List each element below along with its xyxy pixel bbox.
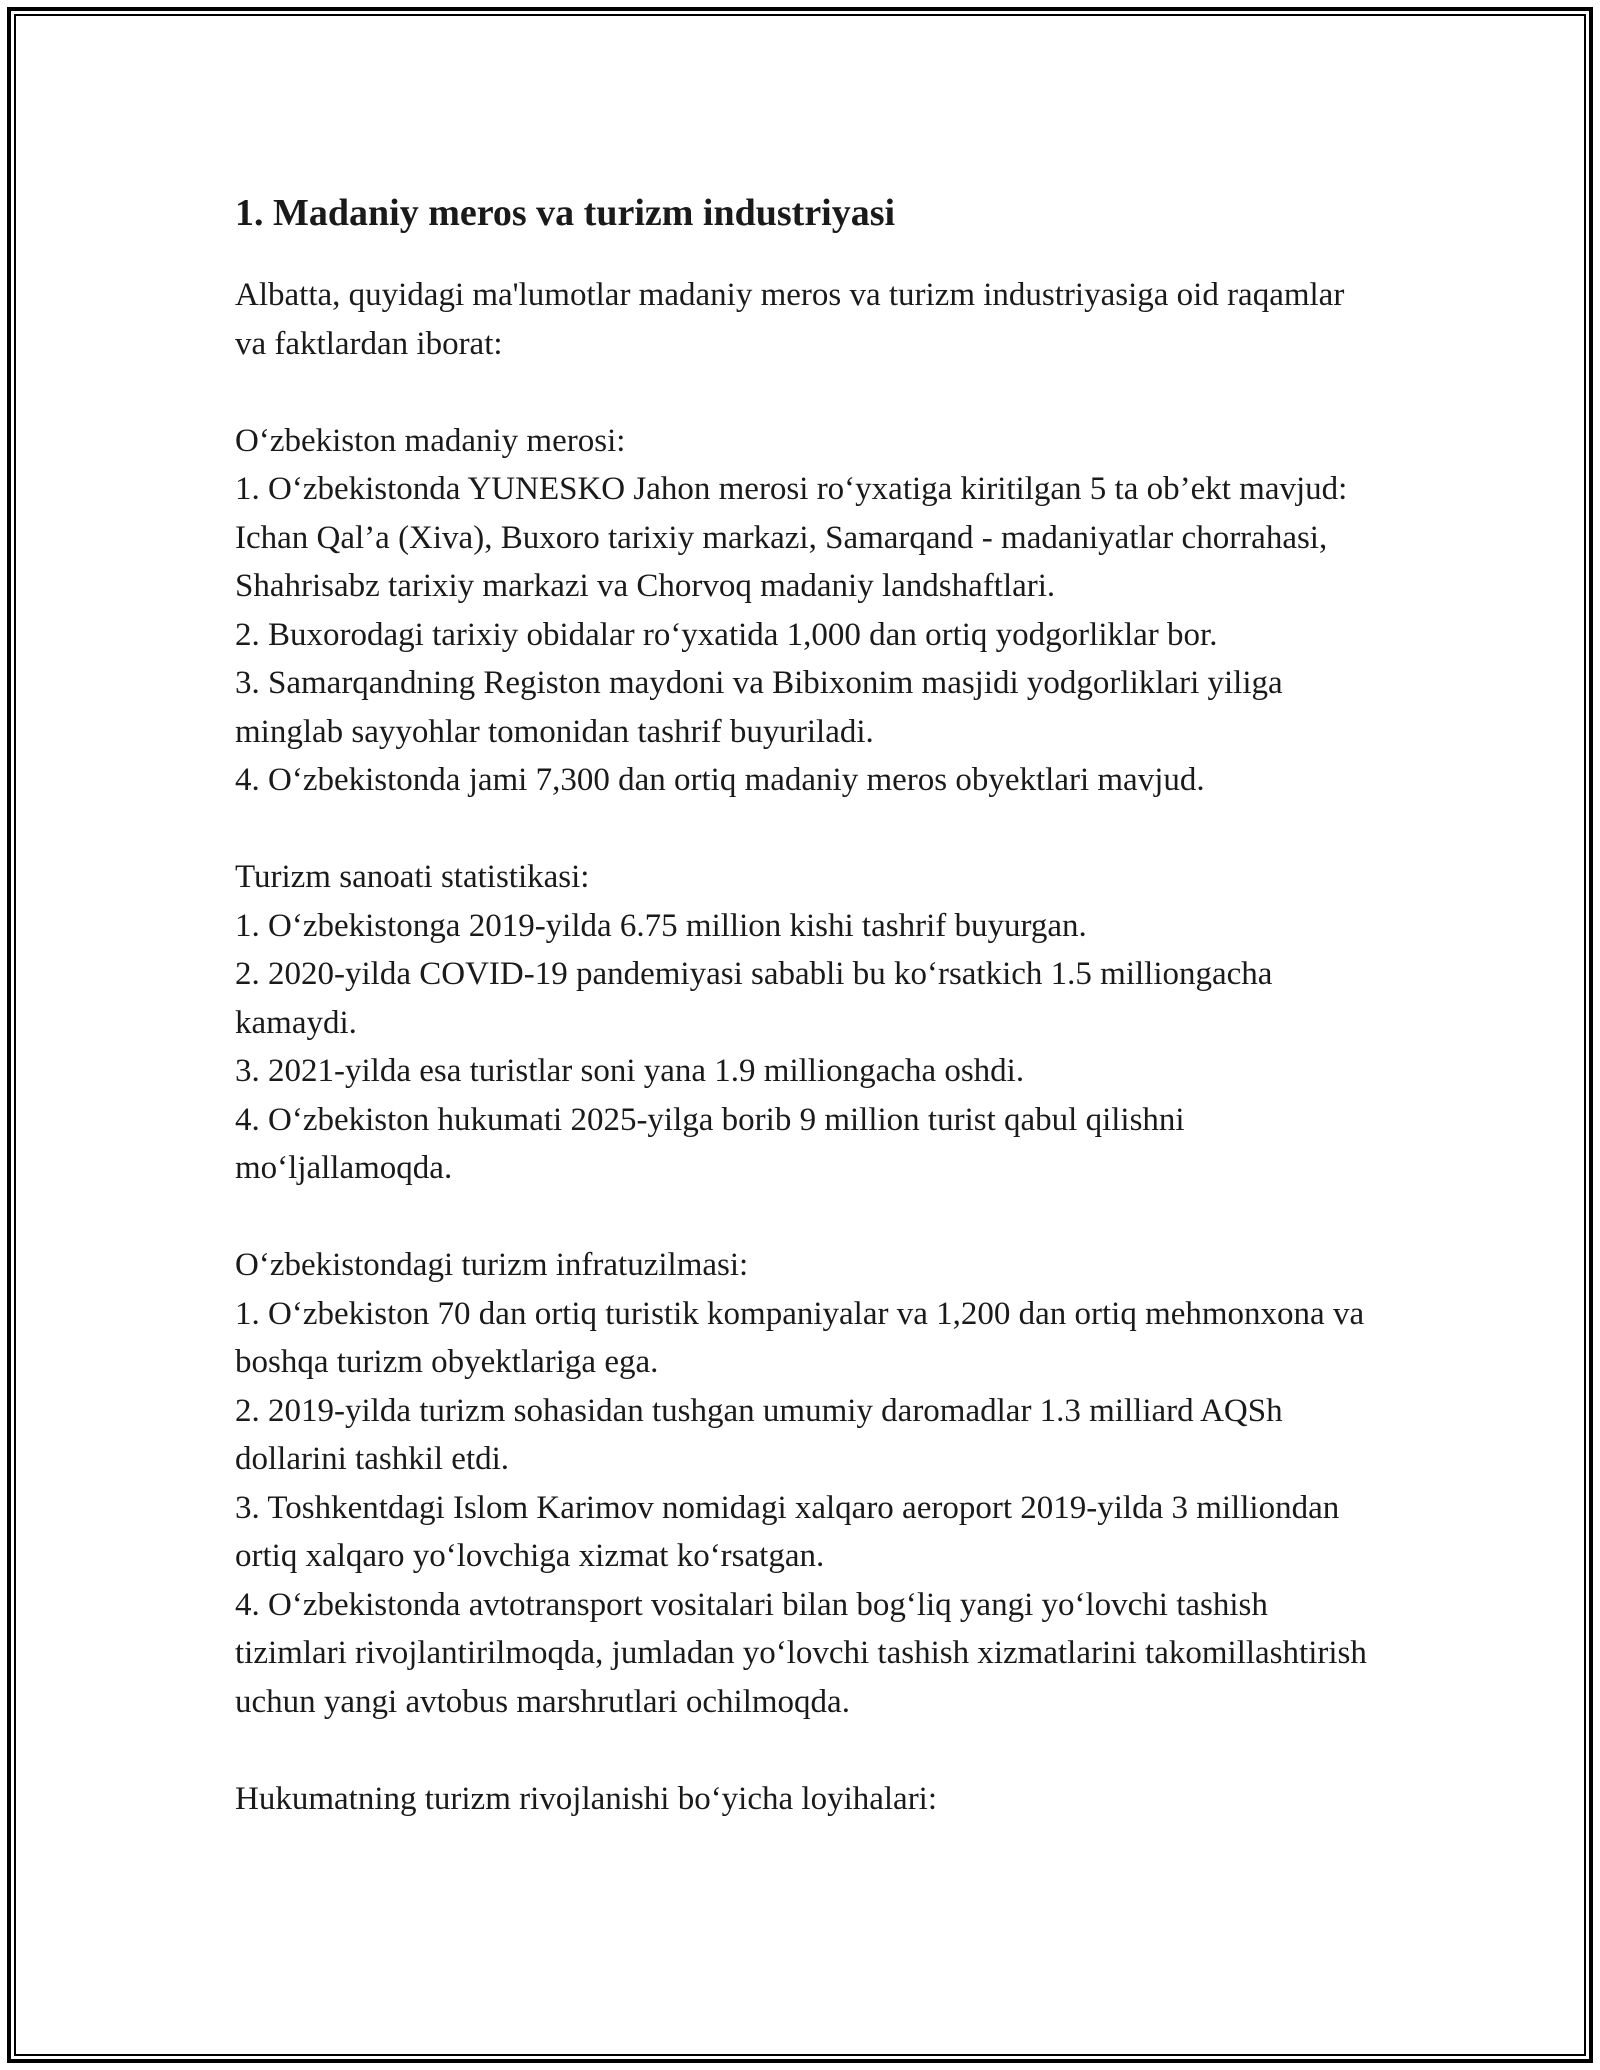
list-item: 3. Toshkentdagi Islom Karimov nomidagi xalqaro aeroport 2019-yilda 3 milliondan ortiq xalqaro yo‘lovchiga xizmat ko‘rsatgan.: [235, 1489, 1340, 1574]
list-item: 1. O‘zbekiston 70 dan ortiq turistik kompaniyalar va 1,200 dan ortiq mehmonxona va boshqa turizm obyektlariga ega.: [235, 1295, 1365, 1380]
section-government-projects: [235, 1775, 1375, 1824]
intro-paragraph: Albatta, quyidagi ma'lumotlar madaniy meros va turizm industriyasiga oid raqamlar va faktlardan iborat:: [235, 277, 1345, 362]
list-item: 2. 2020-yilda COVID-19 pandemiyasi sababli bu ko‘rsatkich 1.5 milliongacha kamaydi.: [235, 956, 1273, 1041]
section-heading: Hukumatning turizm rivojlanishi bo‘yicha loyihalari:: [235, 1780, 938, 1817]
list-item: 4. O‘zbekiston hukumati 2025-yilga borib 9 million turist qabul qilishni mo‘ljallamoqda.: [235, 1101, 1185, 1186]
section-heading: O‘zbekiston madaniy merosi:: [235, 422, 626, 459]
list-item: 4. O‘zbekistonda jami 7,300 dan ortiq madaniy meros obyektlari mavjud.: [235, 762, 1205, 798]
section-heading: O‘zbekistondagi turizm infratuzilmasi:: [235, 1247, 749, 1283]
section-tourism-statistics: [235, 853, 1375, 1193]
list-item: 3. Samarqandning Registon maydoni va Bibixonim masjidi yodgorliklari yiliga minglab sayyohlar tomonidan tashrif buyuriladi.: [235, 665, 1283, 750]
document-title: 1. Madaniy meros va turizm industriyasi: [235, 192, 896, 234]
list-item: 3. 2021-yilda esa turistlar soni yana 1.9 milliongacha oshdi.: [235, 1053, 1025, 1089]
list-item: 1. O‘zbekistonda YUNESKO Jahon merosi ro‘yxatiga kiritilgan 5 ta ob’ekt mavjud: Ichan Qal’a (Xiva), Buxoro tarixiy markazi, Samarqand - madaniyatlar chorrahasi, Shahrisabz tarixiy markazi va Chorvoq madaniy landshaftlari.: [235, 471, 1348, 604]
section-cultural-heritage: [235, 417, 1375, 805]
list-item: 2. 2019-yilda turizm sohasidan tushgan umumiy daromadlar 1.3 milliard AQSh dollarini tashkil etdi.: [235, 1392, 1283, 1477]
list-item: 2. Buxorodagi tarixiy obidalar ro‘yxatida 1,000 dan ortiq yodgorliklar bor.: [235, 616, 1218, 653]
document-body: [235, 185, 1375, 1823]
list-item: 1. O‘zbekistonga 2019-yilda 6.75 million kishi tashrif buyurgan.: [235, 907, 1087, 944]
section-tourism-infrastructure: [235, 1241, 1375, 1726]
list-item: 4. O‘zbekistonda avtotransport vositalari bilan bog‘liq yangi yo‘lovchi tashish tizimlari rivojlantirilmoqda, jumladan yo‘lovchi tashish xizmatlarini takomillashtirish uchun yangi avtobus marshrutlari ochilmoqda.: [235, 1586, 1367, 1720]
section-heading: Turizm sanoati statistikasi:: [235, 859, 590, 895]
